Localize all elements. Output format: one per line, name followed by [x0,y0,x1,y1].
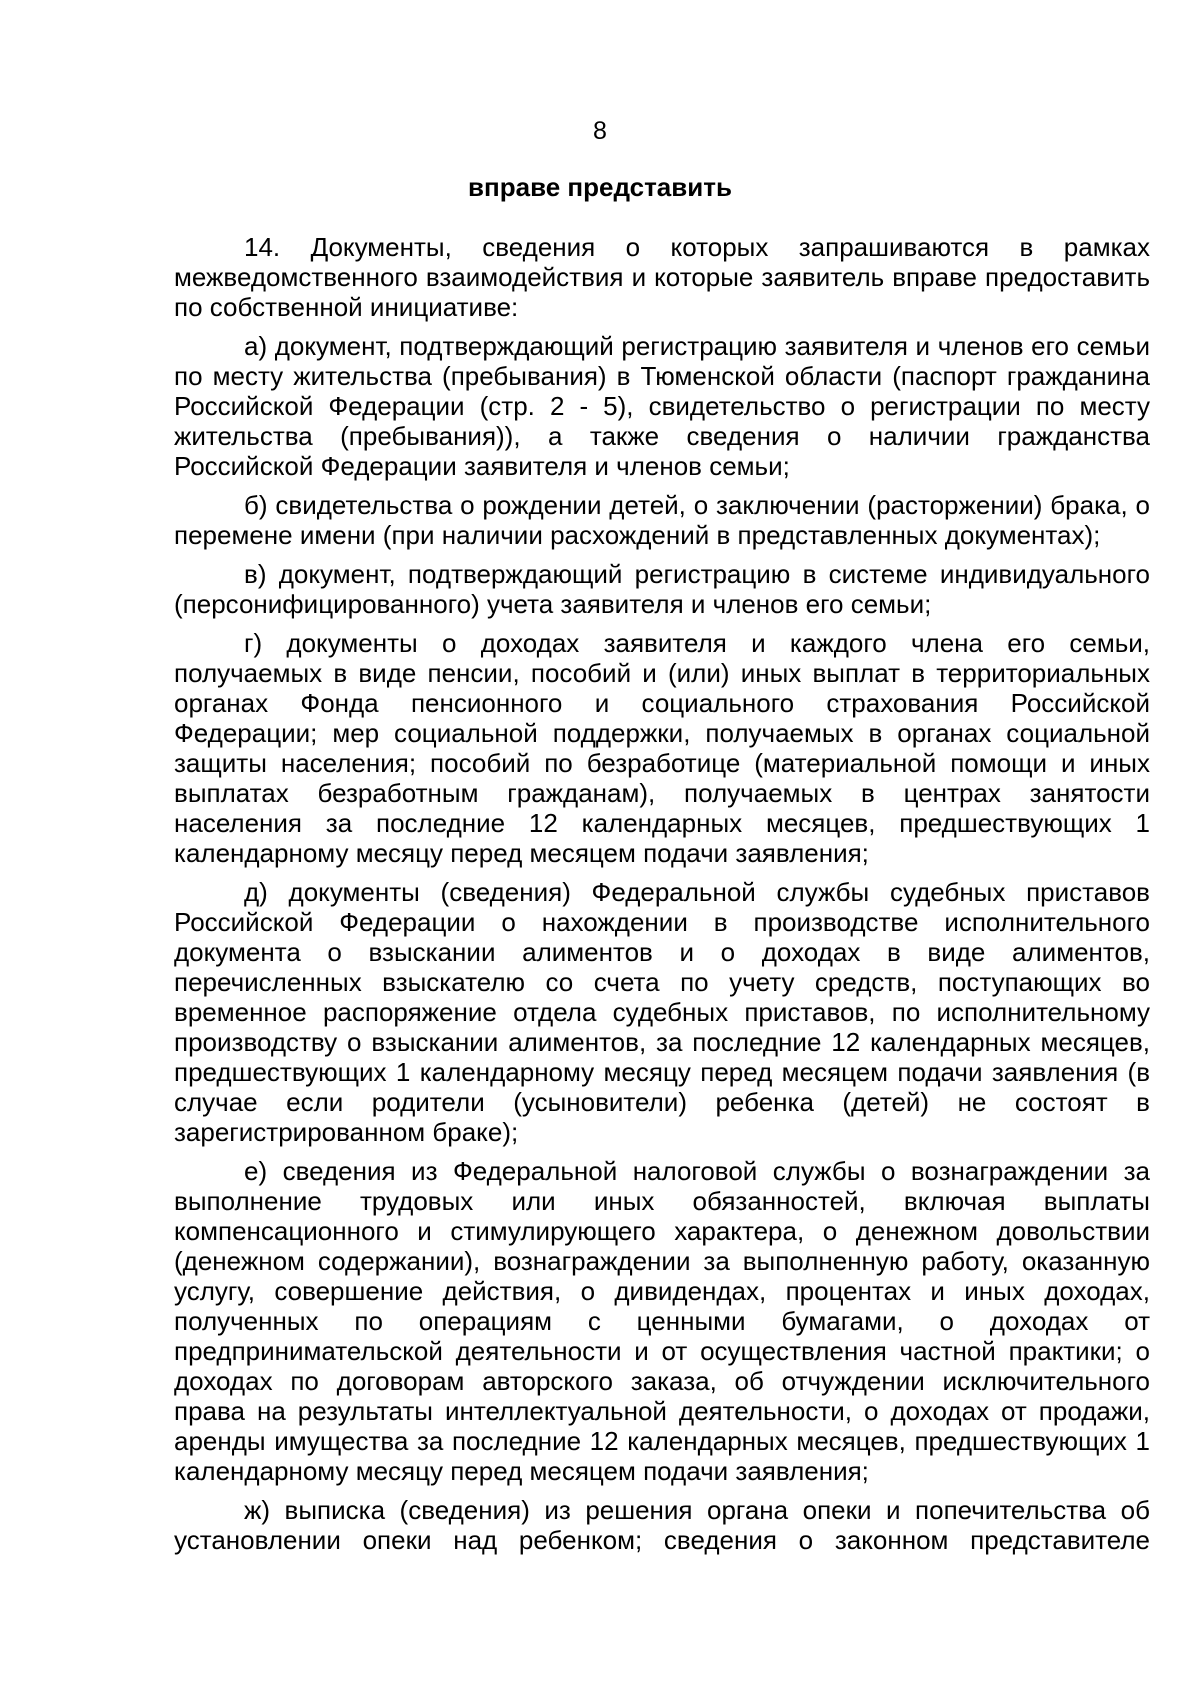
paragraph-v: в) документ, подтверждающий регистрацию в системе индивидуального (персонифицированного) учета заявителя и членов его семьи; [174,559,1150,619]
paragraph-zh: ж) выписка (сведения) из решения органа опеки и попечительства об установлении опеки над ребенком; сведения о законном представителе [174,1495,1150,1555]
paragraph-g: г) документы о доходах заявителя и каждого члена его семьи, получаемых в виде пенсии, пособий и (или) иных выплат в территориальных органах Фонда пенсионного и социального страхования Российской Федерации; мер социальной поддержки, получаемых в органах социальной защиты населения; пособий по безработице (материальной помощи и иных выплатах безработным гражданам), получаемых в центрах занятости населения за последние 12 календарных месяцев, предшествующих 1 календарному месяцу перед месяцем подачи заявления; [174,628,1150,868]
body-text [174,232,1150,1564]
paragraph-d: д) документы (сведения) Федеральной службы судебных приставов Российской Федерации о нахождении в производстве исполнительного документа о взыскании алиментов и о доходах в виде алиментов, перечисленных взыскателю со счета по учету средств, поступающих во временное распоряжение отдела судебных приставов, по исполнительному производству о взыскании алиментов, за последние 12 календарных месяцев, предшествующих 1 календарному месяцу перед месяцем подачи заявления (в случае если родители (усыновители) ребенка (детей) не состоят в зарегистрированном браке); [174,877,1150,1147]
paragraph-e: е) сведения из Федеральной налоговой службы о вознаграждении за выполнение трудовых или иных обязанностей, включая выплаты компенсационного и стимулирующего характера, о денежном довольствии (денежном содержании), вознаграждении за выполненную работу, оказанную услугу, совершение действия, о дивидендах, процентах и иных доходах, полученных по операциям с ценными бумагами, о доходах от предпринимательской деятельности и от осуществления частной практики; о доходах по договорам авторского заказа, об отчуждении исключительного права на результаты интеллектуальной деятельности, о доходах от продажи, аренды имущества за последние 12 календарных месяцев, предшествующих 1 календарному месяцу перед месяцем подачи заявления; [174,1156,1150,1486]
paragraph-b: б) свидетельства о рождении детей, о заключении (расторжении) брака, о перемене имени (при наличии расхождений в представленных документах); [174,490,1150,550]
paragraph-14: 14. Документы, сведения о которых запрашиваются в рамках межведомственного взаимодействия и которые заявитель вправе предоставить по собственной инициативе: [174,232,1150,322]
page-number: 8 [593,117,607,145]
paragraph-a: а) документ, подтверждающий регистрацию заявителя и членов его семьи по месту жительства (пребывания) в Тюменской области (паспорт гражданина Российской Федерации (стр. 2 - 5), свидетельство о регистрации по месту жительства (пребывания)), а также сведения о наличии гражданства Российской Федерации заявителя и членов семьи; [174,331,1150,481]
section-heading: вправе представить [468,172,732,202]
